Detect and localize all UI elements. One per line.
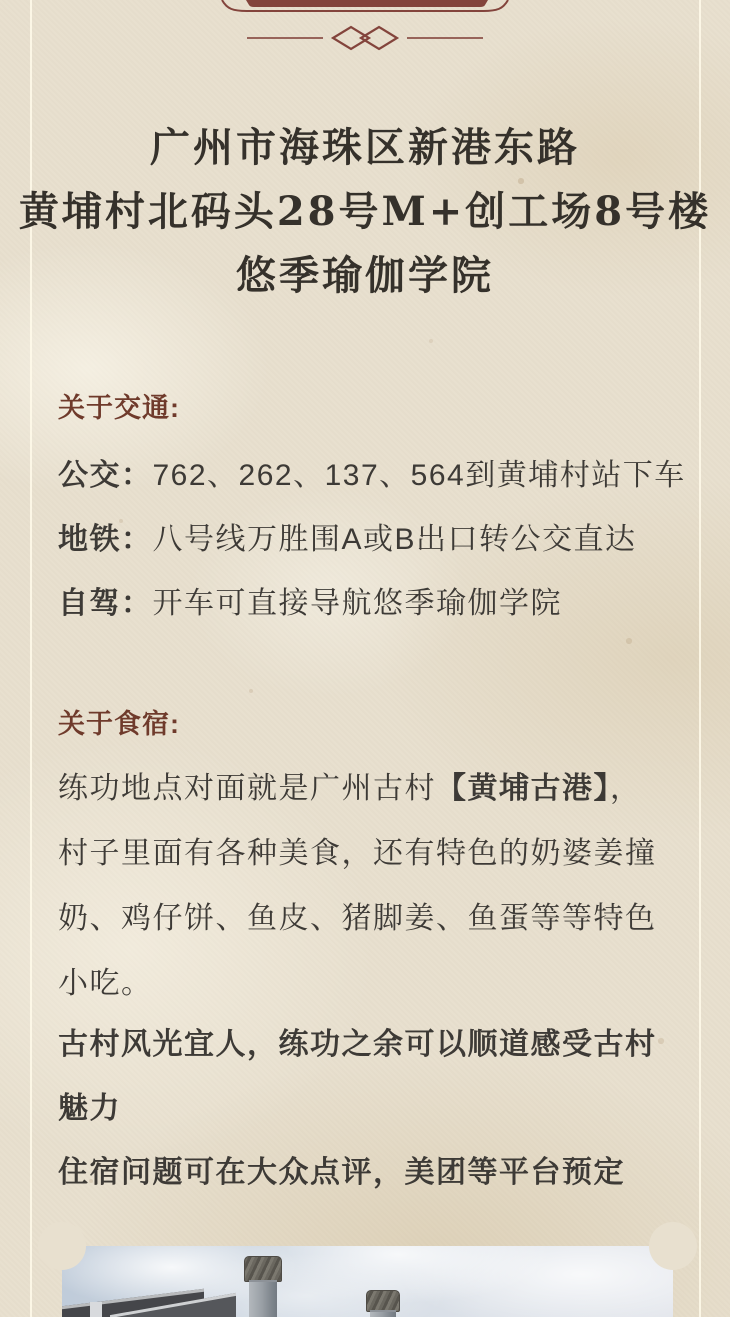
pillar-carved-cap xyxy=(366,1290,400,1312)
metro-info-line xyxy=(58,514,637,558)
lodging-intro-post: ， xyxy=(610,772,642,805)
photo-corner-notch-right xyxy=(649,1222,697,1270)
plaque-bottom-ornament-icon xyxy=(0,0,730,14)
bus-text: 762、262、137、564到黄埔村站下车 xyxy=(152,459,686,492)
bus-label: 公交： xyxy=(58,459,153,492)
lodging-paragraph-line: 奶、鸡仔饼、鱼皮、猪脚姜、鱼蛋等等特色 xyxy=(58,902,657,935)
drive-label: 自驾： xyxy=(58,587,153,620)
stone-pillar-tall xyxy=(248,1256,278,1317)
pillar-carved-cap xyxy=(244,1256,282,1282)
lodging-intro-line xyxy=(58,763,642,807)
pillar-shaft xyxy=(370,1310,396,1317)
drive-text: 开车可直接导航悠季瑜伽学院 xyxy=(152,587,562,620)
bus-info-line xyxy=(58,450,686,494)
lodging-bold-line: 古村风光宜人，练功之余可以顺道感受古村 xyxy=(58,1028,657,1061)
lodging-bold-line: 住宿问题可在大众点评，美团等平台预定 xyxy=(58,1156,625,1189)
address-title-line-3: 悠季瑜伽学院 xyxy=(236,252,494,299)
lodging-paragraph-line: 小吃。 xyxy=(58,967,153,1000)
village-photo-sky xyxy=(62,1246,673,1317)
lodging-intro-bold: 【黄埔古港】 xyxy=(436,772,610,805)
metro-text: 八号线万胜围A或B出口转公交直达 xyxy=(152,523,637,556)
address-title-line-2: 黄埔村北码头28号M+创工场8号楼 xyxy=(18,188,712,235)
transport-section-heading: 关于交通: xyxy=(58,393,180,423)
diamond-divider-icon xyxy=(0,22,730,54)
stone-post-light xyxy=(90,1302,102,1317)
metro-label: 地铁： xyxy=(58,523,153,556)
village-photo xyxy=(62,1246,673,1317)
address-title xyxy=(0,116,730,308)
drive-info-line xyxy=(58,578,562,622)
photo-corner-notch-left xyxy=(38,1222,86,1270)
stone-pillar-right xyxy=(369,1290,397,1317)
pillar-shaft xyxy=(249,1280,277,1317)
lodging-paragraph-line: 村子里面有各种美食，还有特色的奶婆姜撞 xyxy=(58,837,657,870)
lodging-section-heading: 关于食宿: xyxy=(58,709,180,739)
lodging-intro-pre: 练功地点对面就是广州古村 xyxy=(58,772,436,805)
address-title-line-1: 广州市海珠区新港东路 xyxy=(150,124,580,171)
lodging-bold-line: 魅力 xyxy=(58,1092,121,1125)
